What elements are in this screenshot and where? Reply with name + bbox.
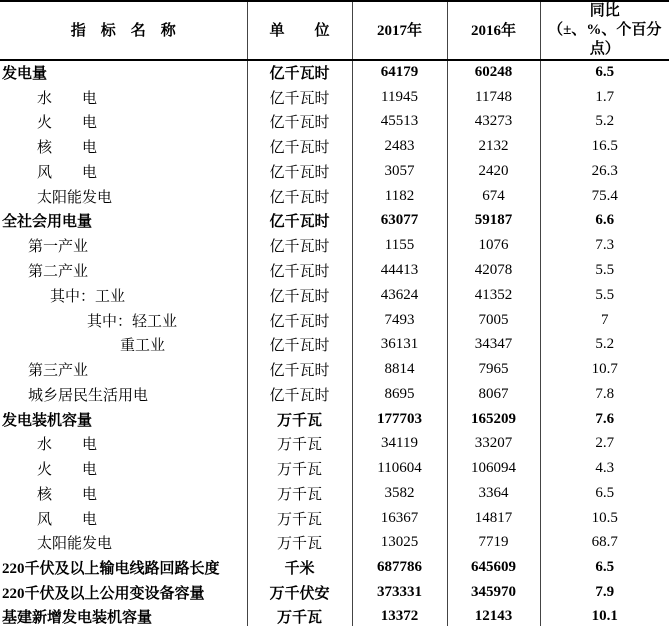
table-row xyxy=(0,456,669,481)
table-row xyxy=(0,580,669,605)
unit-cell: 万千瓦 xyxy=(247,531,352,556)
value-2017-cell: 7493 xyxy=(352,308,447,333)
indicator-cell: 发电量 xyxy=(2,66,48,83)
unit-cell: 万千瓦 xyxy=(247,456,352,481)
value-2017-cell: 1155 xyxy=(352,233,447,258)
yoy-cell: 2.7 xyxy=(540,431,669,456)
table-row xyxy=(0,605,669,626)
yoy-column-header xyxy=(540,1,669,60)
value-2016-cell: 345970 xyxy=(447,580,540,605)
yoy-cell: 7.6 xyxy=(540,407,669,432)
value-2017-cell: 3582 xyxy=(352,481,447,506)
value-2016-cell: 34347 xyxy=(447,332,540,357)
table-body xyxy=(0,60,669,626)
unit-cell: 万千伏安 xyxy=(247,580,352,605)
value-2017-cell: 8814 xyxy=(352,357,447,382)
table-row xyxy=(0,382,669,407)
value-2016-cell: 14817 xyxy=(447,506,540,531)
value-2017-cell: 177703 xyxy=(352,407,447,432)
yoy-cell: 7.8 xyxy=(540,382,669,407)
value-2017-cell: 1182 xyxy=(352,184,447,209)
yoy-cell: 1.7 xyxy=(540,85,669,110)
yoy-cell: 5.5 xyxy=(540,258,669,283)
table-row xyxy=(0,506,669,531)
table-row xyxy=(0,308,669,333)
value-2017-cell: 16367 xyxy=(352,506,447,531)
unit-cell: 万千瓦 xyxy=(247,506,352,531)
unit-cell: 亿千瓦时 xyxy=(247,382,352,407)
unit-cell: 亿千瓦时 xyxy=(247,283,352,308)
indicator-cell: 风 电 xyxy=(37,511,98,528)
yoy-header-subtitle: （±、%、个百分点） xyxy=(548,22,662,57)
value-2017-cell: 373331 xyxy=(352,580,447,605)
value-2017-cell: 43624 xyxy=(352,283,447,308)
yoy-cell: 10.7 xyxy=(540,357,669,382)
unit-cell: 亿千瓦时 xyxy=(247,159,352,184)
unit-cell: 万千瓦 xyxy=(247,431,352,456)
yoy-cell: 7 xyxy=(540,308,669,333)
indicator-cell: 水 电 xyxy=(37,437,98,454)
unit-cell: 亿千瓦时 xyxy=(247,184,352,209)
value-2017-cell: 63077 xyxy=(352,209,447,234)
value-2017-cell: 64179 xyxy=(352,60,447,85)
unit-cell: 亿千瓦时 xyxy=(247,332,352,357)
year-2016-column-header: 2016年 xyxy=(447,1,540,60)
table-row xyxy=(0,60,669,85)
indicator-cell: 太阳能发电 xyxy=(37,536,113,553)
indicator-cell: 其中：轻工业 xyxy=(87,313,178,330)
unit-column-header: 单 位 xyxy=(247,1,352,60)
value-2016-cell: 7005 xyxy=(447,308,540,333)
value-2017-cell: 110604 xyxy=(352,456,447,481)
table-row xyxy=(0,332,669,357)
table-row xyxy=(0,184,669,209)
indicator-cell: 核 电 xyxy=(37,140,98,157)
value-2016-cell: 165209 xyxy=(447,407,540,432)
value-2016-cell: 1076 xyxy=(447,233,540,258)
table-row xyxy=(0,209,669,234)
unit-cell: 亿千瓦时 xyxy=(247,60,352,85)
yoy-cell: 10.5 xyxy=(540,506,669,531)
value-2017-cell: 687786 xyxy=(352,555,447,580)
value-2016-cell: 33207 xyxy=(447,431,540,456)
table-row xyxy=(0,85,669,110)
indicator-cell: 220千伏及以上公用变设备容量 xyxy=(2,585,205,602)
value-2017-cell: 44413 xyxy=(352,258,447,283)
yoy-cell: 10.1 xyxy=(540,605,669,626)
value-2016-cell: 41352 xyxy=(447,283,540,308)
indicator-cell: 第一产业 xyxy=(28,239,89,256)
indicator-cell: 火 电 xyxy=(37,462,98,479)
indicator-cell: 水 电 xyxy=(37,90,98,107)
yoy-cell: 16.5 xyxy=(540,134,669,159)
unit-cell: 亿千瓦时 xyxy=(247,85,352,110)
value-2016-cell: 2132 xyxy=(447,134,540,159)
year-2017-column-header: 2017年 xyxy=(352,1,447,60)
table-row xyxy=(0,481,669,506)
unit-cell: 亿千瓦时 xyxy=(247,258,352,283)
unit-cell: 亿千瓦时 xyxy=(247,357,352,382)
value-2017-cell: 13025 xyxy=(352,531,447,556)
value-2016-cell: 11748 xyxy=(447,85,540,110)
table-row xyxy=(0,531,669,556)
indicator-cell: 基建新增发电装机容量 xyxy=(2,610,153,626)
indicator-cell: 全社会用电量 xyxy=(2,214,93,231)
unit-cell: 亿千瓦时 xyxy=(247,134,352,159)
value-2017-cell: 13372 xyxy=(352,605,447,626)
yoy-cell: 5.2 xyxy=(540,110,669,135)
value-2016-cell: 12143 xyxy=(447,605,540,626)
unit-cell: 亿千瓦时 xyxy=(247,233,352,258)
indicator-cell: 第三产业 xyxy=(28,363,89,380)
indicator-cell: 第二产业 xyxy=(28,264,89,280)
yoy-cell: 6.5 xyxy=(540,60,669,85)
value-2016-cell: 106094 xyxy=(447,456,540,481)
indicator-cell: 风 电 xyxy=(37,164,98,181)
value-2016-cell: 59187 xyxy=(447,209,540,234)
value-2017-cell: 36131 xyxy=(352,332,447,357)
table-row xyxy=(0,431,669,456)
indicator-cell: 火 电 xyxy=(37,115,98,132)
table-row xyxy=(0,357,669,382)
yoy-cell: 6.6 xyxy=(540,209,669,234)
yoy-cell: 6.5 xyxy=(540,481,669,506)
value-2016-cell: 42078 xyxy=(447,258,540,283)
yoy-cell: 26.3 xyxy=(540,159,669,184)
yoy-cell: 6.5 xyxy=(540,555,669,580)
value-2017-cell: 45513 xyxy=(352,110,447,135)
unit-cell: 万千瓦 xyxy=(247,407,352,432)
value-2016-cell: 674 xyxy=(447,184,540,209)
table-row xyxy=(0,159,669,184)
indicator-cell: 核 电 xyxy=(37,486,98,503)
value-2017-cell: 3057 xyxy=(352,159,447,184)
unit-cell: 亿千瓦时 xyxy=(247,209,352,234)
unit-cell: 亿千瓦时 xyxy=(247,308,352,333)
yoy-cell: 75.4 xyxy=(540,184,669,209)
indicator-cell: 城乡居民生活用电 xyxy=(28,387,149,404)
indicator-cell: 220千伏及以上输电线路回路长度 xyxy=(2,561,220,578)
yoy-cell: 5.2 xyxy=(540,332,669,357)
indicator-cell: 太阳能发电 xyxy=(37,189,113,206)
value-2016-cell: 7719 xyxy=(447,531,540,556)
value-2016-cell: 3364 xyxy=(447,481,540,506)
value-2017-cell: 2483 xyxy=(352,134,447,159)
yoy-header-title: 同比 xyxy=(589,3,620,19)
yoy-cell: 4.3 xyxy=(540,456,669,481)
value-2017-cell: 11945 xyxy=(352,85,447,110)
table-header xyxy=(0,1,669,60)
yoy-cell: 68.7 xyxy=(540,531,669,556)
table-row xyxy=(0,110,669,135)
value-2017-cell: 8695 xyxy=(352,382,447,407)
indicator-cell: 重工业 xyxy=(120,338,166,355)
value-2016-cell: 43273 xyxy=(447,110,540,135)
table-row xyxy=(0,407,669,432)
yoy-cell: 7.3 xyxy=(540,233,669,258)
yoy-cell: 5.5 xyxy=(540,283,669,308)
table-row xyxy=(0,555,669,580)
unit-cell: 亿千瓦时 xyxy=(247,110,352,135)
yoy-cell: 7.9 xyxy=(540,580,669,605)
table-row xyxy=(0,283,669,308)
value-2017-cell: 34119 xyxy=(352,431,447,456)
value-2016-cell: 2420 xyxy=(447,159,540,184)
value-2016-cell: 7965 xyxy=(447,357,540,382)
value-2016-cell: 645609 xyxy=(447,555,540,580)
indicator-cell: 发电装机容量 xyxy=(2,412,93,429)
indicator-column-header: 指 标 名 称 xyxy=(70,22,176,39)
table-row xyxy=(0,134,669,159)
unit-cell: 千米 xyxy=(247,555,352,580)
header-row xyxy=(0,1,669,60)
table-row xyxy=(0,233,669,258)
table-row xyxy=(0,258,669,283)
value-2016-cell: 60248 xyxy=(447,60,540,85)
unit-cell: 万千瓦 xyxy=(247,481,352,506)
indicator-cell: 其中：工业 xyxy=(50,288,126,305)
unit-cell: 万千瓦 xyxy=(247,605,352,626)
value-2016-cell: 8067 xyxy=(447,382,540,407)
